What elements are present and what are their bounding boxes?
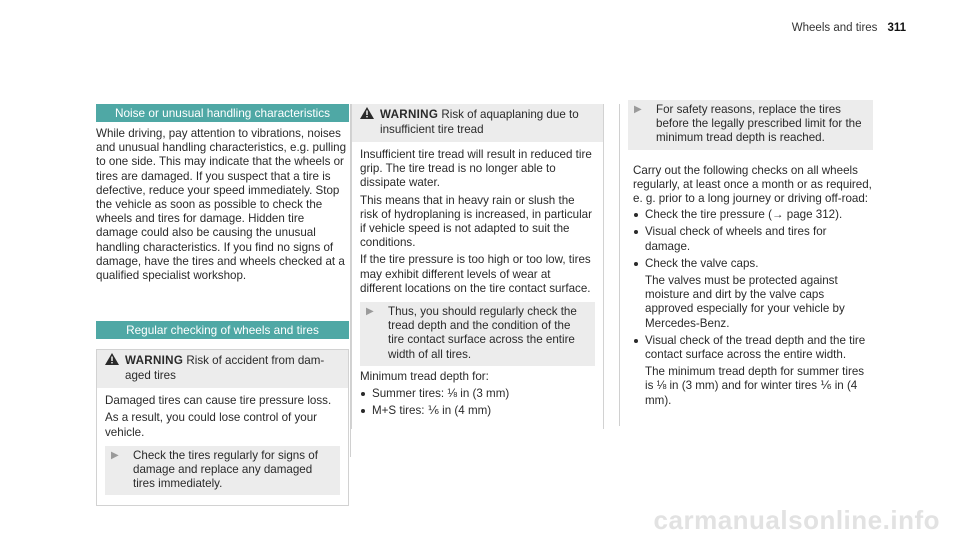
warning-box-damaged-tires — [96, 349, 349, 506]
warning-triangle-icon — [360, 107, 374, 123]
instruction-text: For safety reasons, replace the tires before the legally prescribed limit for the minimum tread depth is reached. — [656, 103, 862, 145]
instruction-arrow-icon: ▶ — [634, 104, 642, 115]
min-tread-list — [360, 387, 595, 418]
list-item: Check the valve caps. The valves must be protected against moisture and dirt by the valve caps approved especially for your vehicle by Mercedes-Benz. — [633, 257, 873, 331]
list-item: Visual check of the tread depth and the tire contact surface across the entire width. The minimum tread depth for summer tires is ⅛ in (3 mm) and for winter tires ⅙ in (4 mm). — [633, 334, 873, 408]
section-title-noise: Noise or unusual handling characteristics — [96, 104, 349, 122]
min-tread-label: Minimum tread depth for: — [360, 369, 489, 383]
column-middle — [351, 104, 604, 429]
instruction-text: Check the tires regularly for signs of damage and replace any damaged tires immediately. — [133, 448, 318, 491]
warning-body — [97, 388, 348, 505]
bullet-icon — [634, 213, 638, 217]
page-number: 311 — [887, 22, 906, 34]
warning-word: WARNING — [125, 354, 184, 368]
bullet-icon — [634, 230, 638, 234]
warning-title-line2: aged tires — [125, 369, 176, 383]
header-section: Wheels and tires — [791, 22, 878, 34]
warning-box-aquaplaning — [351, 104, 604, 429]
warning-body — [352, 142, 603, 429]
list-item: Visual check of wheels and tires for damage. — [633, 225, 873, 253]
warning-word: WARNING — [380, 108, 439, 121]
instruction-arrow-icon: ▶ — [111, 449, 119, 461]
noise-paragraph: While driving, pay attention to vibrations, noises and unusual handling characteristics, e.g. pulling to one side. This may indicate that the wheels or tires are damaged. If you suspect that a tire is defective, reduce your speed immediately. Stop the vehicle as soon as possible to check the wheels and tires for damage. Hidden tire damage could also be causing the unusual handling characteristics. If you find no signs of damage, have the tires and wheels checked at a qualified specialist workshop. — [96, 127, 347, 283]
checks-list — [633, 208, 873, 408]
bullet-icon — [361, 409, 365, 413]
warning-paragraph: As a result, you could lose control of your vehicle. — [105, 411, 318, 439]
warning-header — [97, 350, 348, 388]
column-right — [620, 100, 873, 411]
warning-paragraph: Insufficient tire tread will result in reduced tire grip. The tire tread is no longer able to dissipate water. — [360, 148, 592, 190]
instruction-step — [628, 100, 873, 150]
warning-title-line1: Risk of aquaplaning due to — [441, 108, 579, 121]
instruction-text: Thus, you should regularly check the tread depth and the condition of the tire contact surface across the entire width of all tires. — [388, 305, 577, 361]
bullet-icon — [361, 392, 365, 396]
instruction-step — [360, 302, 595, 366]
instruction-step — [105, 446, 340, 496]
list-item-detail: The valves must be protected against moisture and dirt by the valve caps approved especially for your vehicle by Mercedes-Benz. — [645, 274, 845, 330]
column-left — [96, 104, 349, 506]
warning-header — [352, 104, 603, 142]
bullet-icon — [634, 262, 638, 266]
checks-intro: Carry out the following checks on all wheels regularly, at least once a month or as required, e. g. prior to a long journey or driving off-road: — [633, 163, 872, 206]
warning-paragraph: If the tire pressure is too high or too low, tires may exhibit different levels of wear at different locations on the tire contact surface. — [360, 253, 591, 295]
bullet-icon — [634, 339, 638, 343]
list-item: Check the tire pressure (→ page 312). — [633, 208, 873, 222]
list-item: Summer tires: ⅛ in (3 mm) — [360, 387, 595, 401]
watermark-text: carmanualsonline.info — [653, 504, 940, 535]
list-item: M+S tires: ⅙ in (4 mm) — [360, 404, 595, 418]
warning-title-line2: insufficient tire tread — [380, 123, 484, 136]
warning-title-line1: Risk of accident from dam- — [186, 354, 325, 368]
warning-paragraph: Damaged tires can cause tire pressure loss. — [105, 394, 332, 408]
warning-triangle-icon — [105, 353, 119, 369]
page-header — [792, 21, 906, 35]
section-title-regular-checking: Regular checking of wheels and tires — [96, 321, 349, 339]
list-item-detail: The minimum tread depth for summer tires is ⅛ in (3 mm) and for winter tires ⅙ in (4 mm). — [645, 365, 865, 407]
instruction-arrow-icon: ▶ — [366, 306, 374, 318]
warning-paragraph: This means that in heavy rain or slush the risk of hydroplaning is increased, in particular if vehicle speed is not adapted to suit the conditions. — [360, 193, 592, 250]
